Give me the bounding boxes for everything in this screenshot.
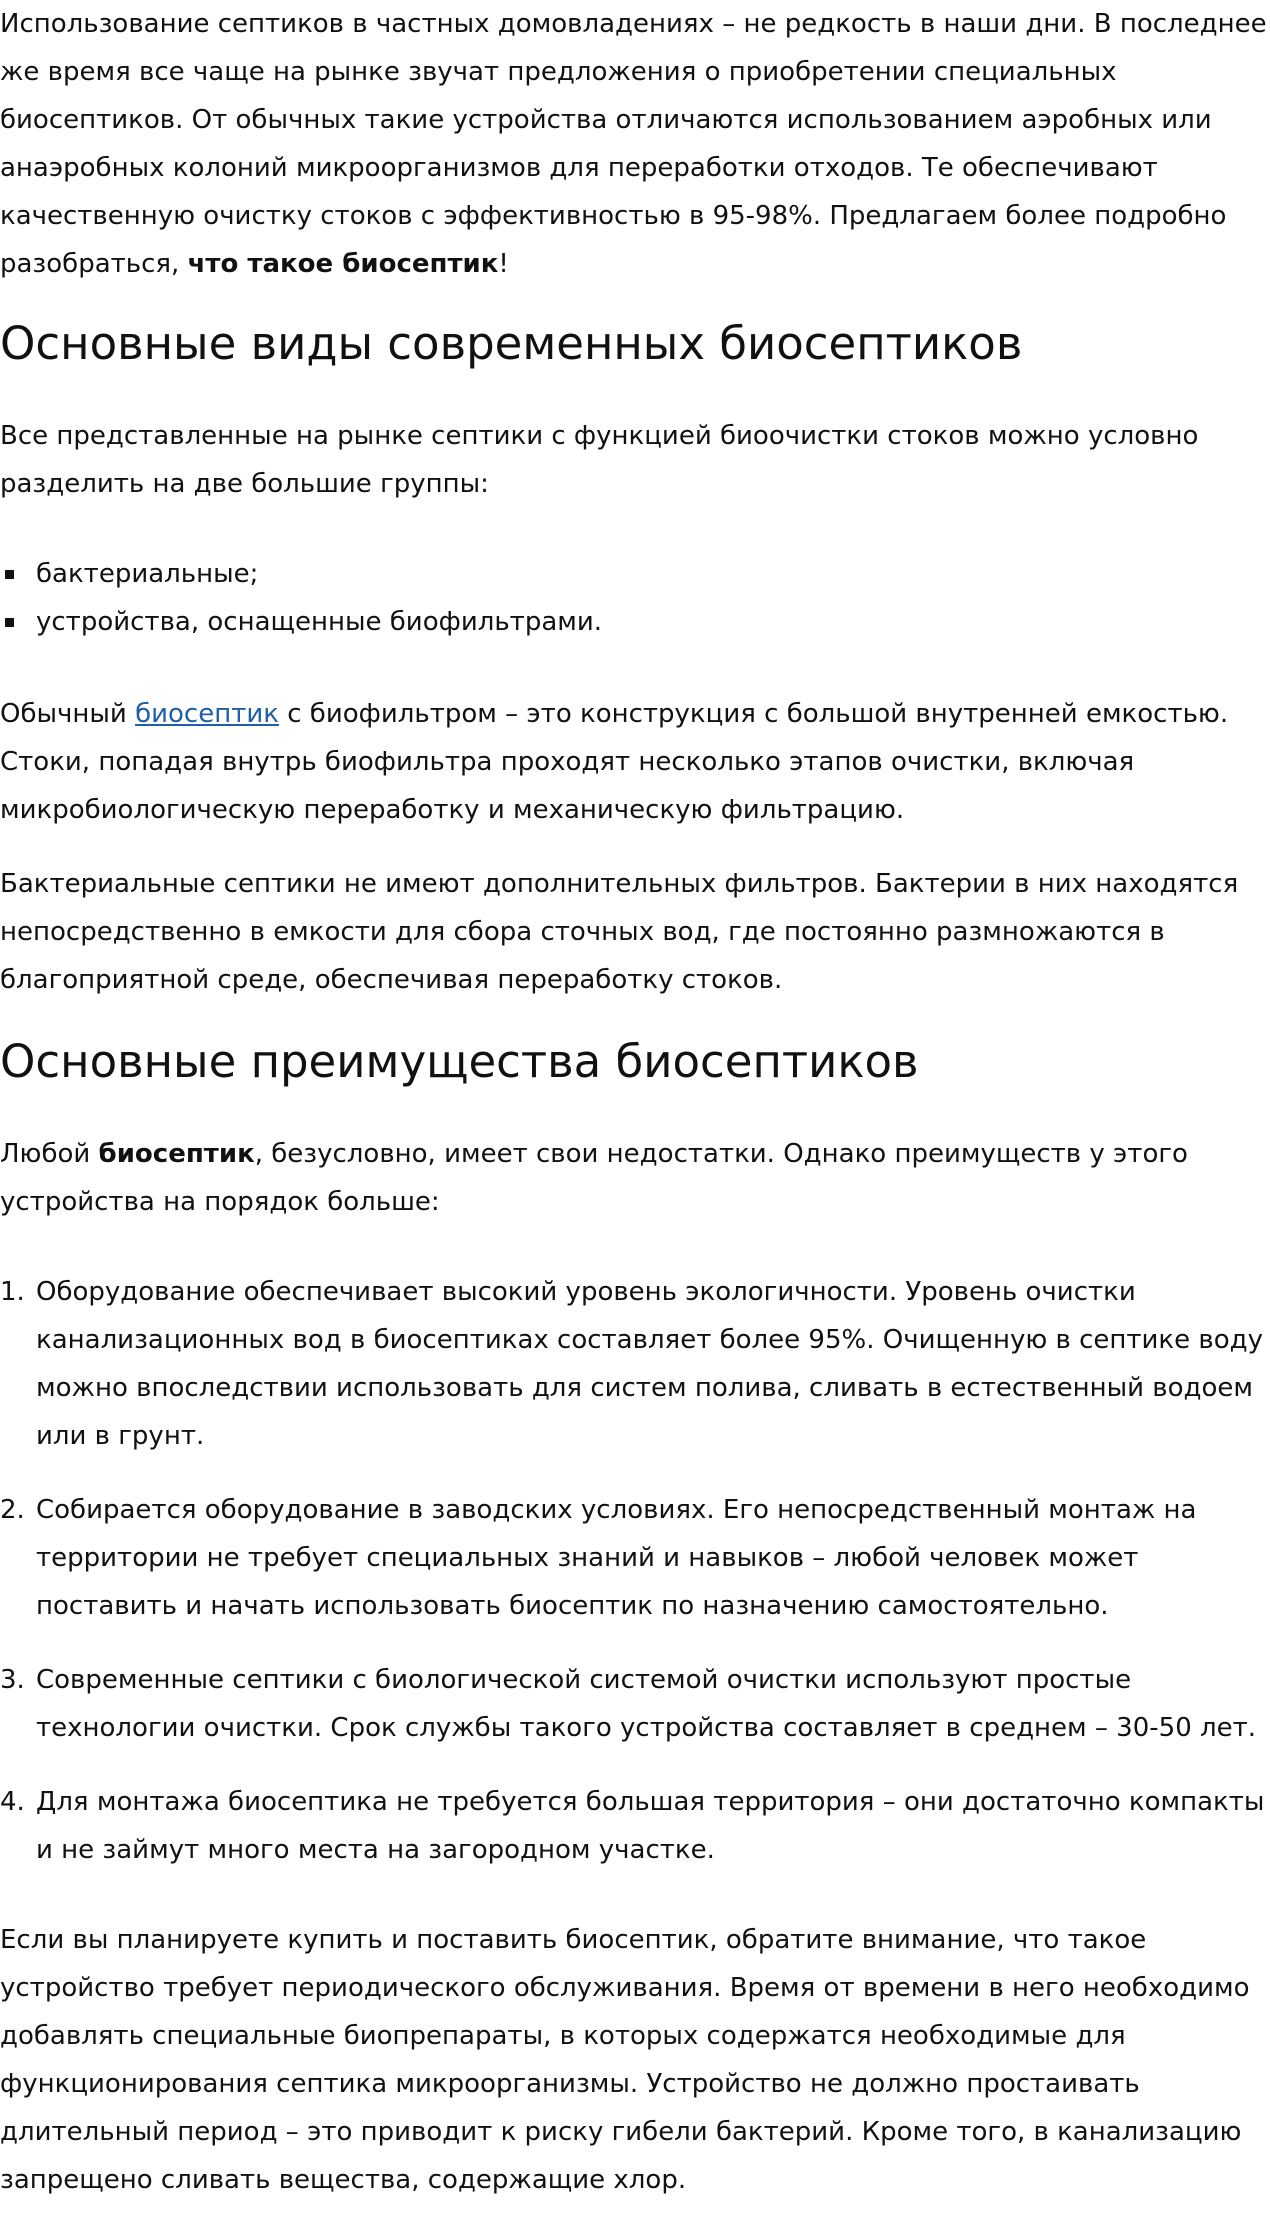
list-item-text: Оборудование обеспечивает высокий уровень экологичности. Уровень очистки канализационных вод в биосептиках составляет более 95%. Очищенную в септике воду можно впоследствии использовать для систем полива, сливать в естественный водоем или в грунт. [36, 1277, 1263, 1451]
list-item [36, 598, 1270, 646]
list-number: 1. [0, 1277, 25, 1307]
heading-benefits: Основные преимущества биосептиков [0, 1035, 919, 1088]
list-item [0, 1486, 1270, 1630]
list-number: 2. [0, 1495, 25, 1525]
square-bullet-icon [5, 618, 14, 627]
heading-types: Основные виды современных биосептиков [0, 317, 1023, 370]
biofilter-text-end: с биофильтром – это конструкция с большой внутренней емкостью. Стоки, попадая внутрь биофильтра проходят несколько этапов очистки, включая микробиологическую переработку и механическую фильтрацию. [0, 699, 1229, 825]
benefits-intro-end: , безусловно, имеет свои недостатки. Однако преимуществ у этого устройства на порядок больше: [0, 1139, 1188, 1217]
list-number: 4. [0, 1787, 25, 1817]
types-intro-paragraph: Все представленные на рынке септики с функцией биоочистки стоков можно условно разделить на две большие группы: [0, 421, 1199, 499]
intro-paragraph [0, 0, 1270, 288]
list-item-text: Современные септики с биологической системой очистки используют простые технологии очистки. Срок службы такого устройства составляет в среднем – 30-50 лет. [36, 1665, 1257, 1743]
list-item [0, 1778, 1270, 1874]
list-item [36, 550, 1270, 598]
list-item-text: бактериальные; [36, 559, 259, 589]
benefits-list [0, 1268, 1270, 1874]
types-list [0, 550, 1270, 646]
list-item-text: Для монтажа биосептика не требуется большая территория – они достаточно компакты и не займут много места на загородном участке. [36, 1787, 1265, 1865]
intro-text: Использование септиков в частных домовладениях – не редкость в наши дни. В последнее же время все чаще на рынке звучат предложения о приобретении специальных биосептиков. От обычных такие устройства отличаются использованием аэробных или анаэробных колоний микроорганизмов для переработки отходов. Те обеспечивают качественную очистку стоков с эффективностью в 95-98%. Предлагаем более подробно разобраться, [0, 9, 1267, 279]
square-bullet-icon [5, 570, 14, 579]
list-item-text: Собирается оборудование в заводских условиях. Его непосредственный монтаж на территории не требует специальных знаний и навыков – любой человек может поставить и начать использовать биосептик по назначению самостоятельно. [36, 1495, 1197, 1621]
benefits-intro-start: Любой [0, 1139, 99, 1169]
list-item [0, 1656, 1270, 1752]
biofilter-paragraph [0, 690, 1270, 834]
list-item-text: устройства, оснащенные биофильтрами. [36, 607, 603, 637]
bacterial-paragraph: Бактериальные септики не имеют дополнительных фильтров. Бактерии в них находятся непосредственно в емкости для сбора сточных вод, где постоянно размножаются в благоприятной среде, обеспечивая переработку стоков. [0, 869, 1239, 995]
service-paragraph: Если вы планируете купить и поставить биосептик, обратите внимание, что такое устройство требует периодического обслуживания. Время от времени в него необходимо добавлять специальные биопрепараты, в которых содержатся необходимые для функционирования септика микроорганизмы. Устройство не должно простаивать длительный период – это приводит к риску гибели бактерий. Кроме того, в канализацию запрещено сливать вещества, содержащие хлор. [0, 1925, 1250, 2195]
list-item [0, 1268, 1270, 1460]
biofilter-text-start: Обычный [0, 699, 136, 729]
benefits-intro-bold: биосептик [98, 1139, 255, 1169]
intro-text-end: ! [498, 249, 509, 279]
intro-bold-phrase: что такое биосептик [187, 249, 499, 279]
list-number: 3. [0, 1665, 25, 1695]
benefits-intro-paragraph [0, 1130, 1270, 1226]
biosepticheading-link[interactable]: биосептик [135, 699, 279, 729]
